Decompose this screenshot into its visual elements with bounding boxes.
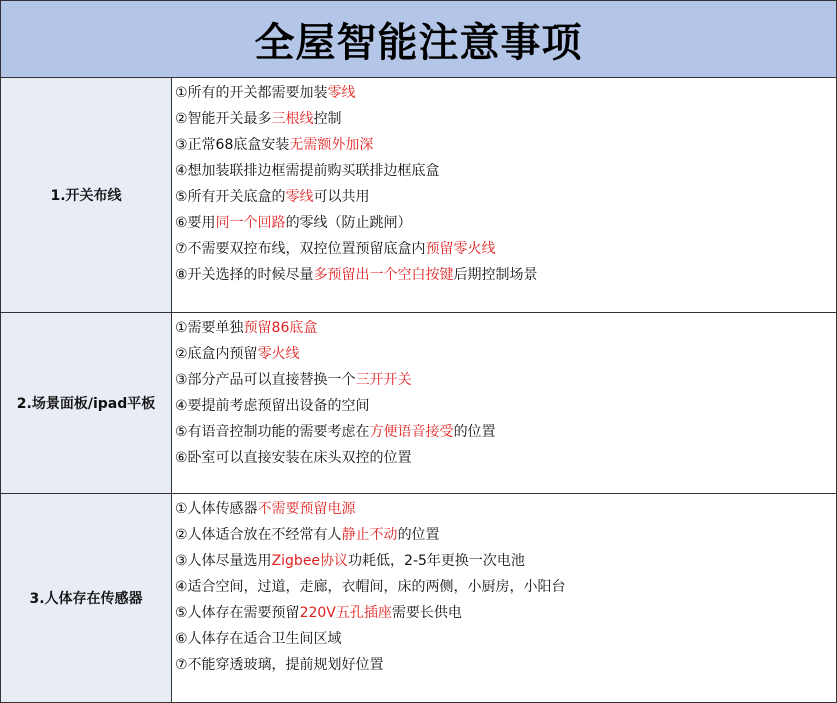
note-text: ①需要单独 bbox=[175, 320, 244, 336]
note-text: 控制 bbox=[313, 111, 342, 127]
note-line bbox=[175, 652, 836, 678]
highlight-text: 220V五孔插座 bbox=[299, 605, 392, 621]
note-text: 的位置 bbox=[397, 527, 440, 543]
highlight-text: 零火线 bbox=[257, 346, 300, 362]
note-text: ⑤所有开关底盒的 bbox=[175, 189, 286, 205]
note-line bbox=[175, 106, 836, 132]
highlight-text: 多预留出一个空白按键 bbox=[313, 267, 454, 283]
note-text: 需要长供电 bbox=[391, 605, 462, 621]
note-text: ⑤有语音控制功能的需要考虑在 bbox=[175, 424, 370, 440]
note-text: ②底盒内预留 bbox=[175, 346, 258, 362]
note-text: ②智能开关最多 bbox=[175, 111, 272, 127]
note-text: ⑥人体存在适合卫生间区域 bbox=[175, 631, 342, 647]
note-line bbox=[175, 522, 836, 548]
highlight-text: Zigbee协议 bbox=[271, 553, 349, 569]
highlight-text: 无需额外加深 bbox=[289, 137, 374, 153]
note-text: 功耗低，2-5年更换一次电池 bbox=[348, 553, 525, 569]
note-text: ③正常68底盒安装 bbox=[175, 137, 290, 153]
sheet-title: 全屋智能注意事项 bbox=[0, 0, 837, 78]
note-line bbox=[175, 574, 836, 600]
note-line bbox=[175, 419, 836, 445]
highlight-text: 预留86底盒 bbox=[243, 320, 318, 336]
highlight-text: 零线 bbox=[327, 85, 356, 101]
note-text: ②人体适合放在不经常有人 bbox=[175, 527, 342, 543]
note-line bbox=[175, 445, 836, 471]
note-text: ③部分产品可以直接替换一个 bbox=[175, 372, 356, 388]
highlight-text: 静止不动 bbox=[341, 527, 398, 543]
highlight-text: 方便语音接受 bbox=[369, 424, 454, 440]
note-line bbox=[175, 393, 836, 419]
section-scene-panel bbox=[0, 313, 837, 494]
note-text: ④适合空间，过道，走廊，衣帽间，床的两侧，小厨房，小阳台 bbox=[175, 579, 566, 595]
note-line bbox=[175, 496, 836, 522]
highlight-text: 不需要预留电源 bbox=[257, 501, 356, 517]
note-line bbox=[175, 262, 836, 288]
section-body bbox=[172, 78, 836, 312]
note-text: ⑦不能穿透玻璃，提前规划好位置 bbox=[175, 657, 384, 673]
highlight-text: 同一个回路 bbox=[215, 215, 286, 231]
note-line bbox=[175, 158, 836, 184]
note-text: ①人体传感器 bbox=[175, 501, 258, 517]
highlight-text: 三根线 bbox=[271, 111, 314, 127]
note-text: ⑥要用 bbox=[175, 215, 216, 231]
note-text: ④要提前考虑预留出设备的空间 bbox=[175, 398, 370, 414]
section-body bbox=[172, 494, 836, 702]
note-line bbox=[175, 184, 836, 210]
highlight-text: 预留零火线 bbox=[425, 241, 496, 257]
highlight-text: 三开开关 bbox=[355, 372, 412, 388]
note-line bbox=[175, 315, 836, 341]
section-switch-wiring bbox=[0, 78, 837, 313]
note-line bbox=[175, 626, 836, 652]
note-line bbox=[175, 132, 836, 158]
note-text: ⑥卧室可以直接安装在床头双控的位置 bbox=[175, 450, 412, 466]
section-label: 3.人体存在传感器 bbox=[1, 494, 172, 702]
note-text: ④想加装联排边框需提前购买联排边框底盒 bbox=[175, 163, 440, 179]
note-text: 的位置 bbox=[453, 424, 496, 440]
note-line bbox=[175, 341, 836, 367]
note-text: 后期控制场景 bbox=[453, 267, 538, 283]
note-line bbox=[175, 236, 836, 262]
note-line bbox=[175, 548, 836, 574]
note-text: ③人体尽量选用 bbox=[175, 553, 272, 569]
section-label: 2.场景面板/ipad平板 bbox=[1, 313, 172, 493]
note-text: 的零线（防止跳闸） bbox=[285, 215, 412, 231]
highlight-text: 零线 bbox=[285, 189, 314, 205]
note-line bbox=[175, 600, 836, 626]
note-line bbox=[175, 210, 836, 236]
section-presence-sensor bbox=[0, 494, 837, 703]
section-body bbox=[172, 313, 836, 493]
note-text: ⑤人体存在需要预留 bbox=[175, 605, 300, 621]
note-text: ⑧开关选择的时候尽量 bbox=[175, 267, 314, 283]
note-line bbox=[175, 80, 836, 106]
section-label: 1.开关布线 bbox=[1, 78, 172, 312]
note-text: ①所有的开关都需要加装 bbox=[175, 85, 328, 101]
note-text: ⑦不需要双控布线，双控位置预留底盒内 bbox=[175, 241, 426, 257]
note-text: 可以共用 bbox=[313, 189, 370, 205]
note-line bbox=[175, 367, 836, 393]
